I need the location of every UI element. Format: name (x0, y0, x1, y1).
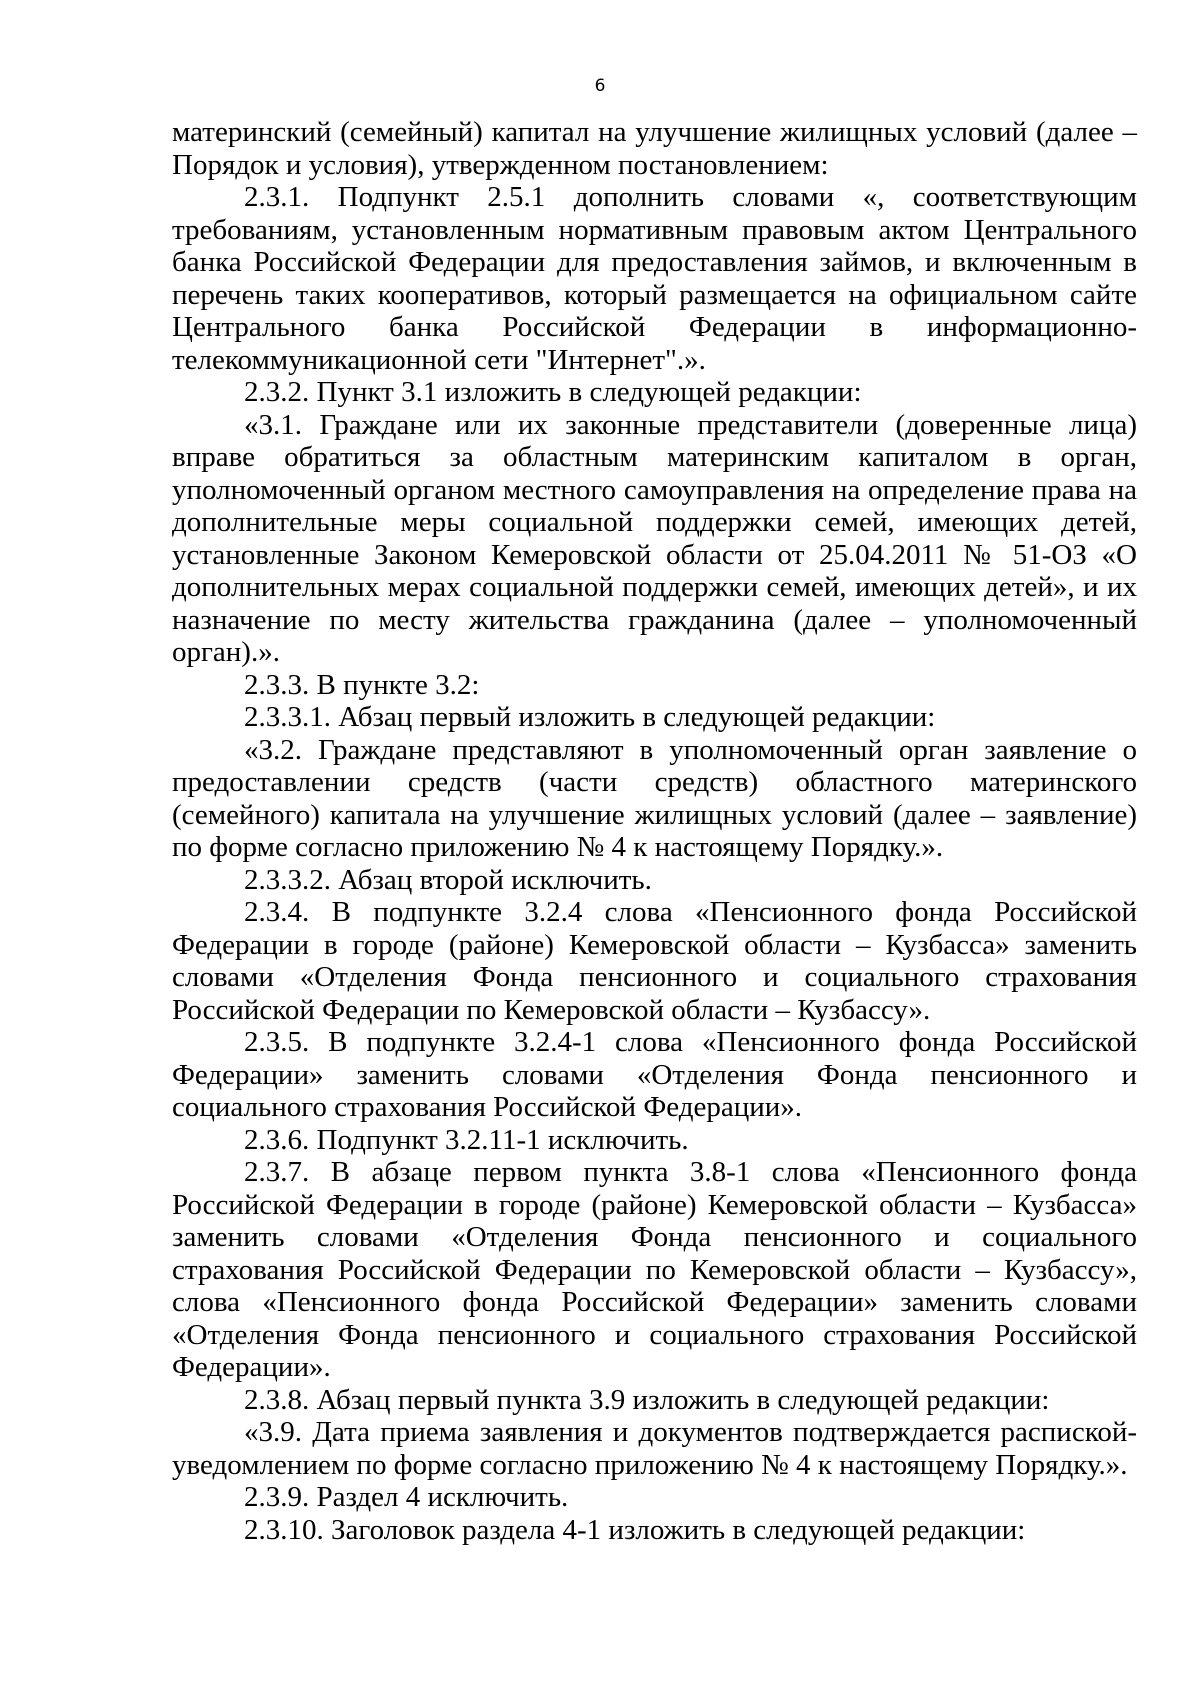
paragraph-2-3-3-2: 2.3.3.2. Абзац второй исключить. (244, 863, 652, 896)
paragraph-2-3-5: 2.3.5. В подпункте 3.2.4-1 слова «Пенсионного фонда Российской Федерации» заменить словами «Отделения Фонда пенсионного и социального страхования Российской Федерации». (172, 1026, 1137, 1123)
paragraph-2-3-10: 2.3.10. Заголовок раздела 4-1 изложить в следующей редакции: (244, 1513, 1026, 1546)
paragraph-2-3-8: 2.3.8. Абзац первый пункта 3.9 изложить в следующей редакции: (244, 1383, 1050, 1416)
paragraph-2-3-3-1: 2.3.3.1. Абзац первый изложить в следующей редакции: (244, 701, 936, 733)
paragraph-2-3-1: 2.3.1. Подпункт 2.5.1 дополнить словами «, соответствующим требованиям, установленным нормативным правовым актом Центрального банка Российской Федерации для предоставления займов, и включенным в перечень таких кооперативов, который размещается на официальном сайте Центрального банка Российской Федерации в информационно-телекоммуникационной сети "Интернет".». (172, 181, 1137, 376)
document-body (172, 116, 1137, 1546)
paragraph-continuation: материнский (семейный) капитал на улучшение жилищных условий (далее – Порядок и условия), утвержденном постановлением: (172, 116, 1137, 181)
paragraph-quote-3-1: «3.1. Граждане или их законные представители (доверенные лица) вправе обратиться за областным материнским капиталом в орган, уполномоченный органом местного самоуправления на определение права на дополнительные меры социальной поддержки семей, имеющих детей, установленные Законом Кемеровской области от 25.04.2011 № 51-ОЗ «О дополнительных мерах социальной поддержки семей, имеющих детей», и их назначение по месту жительства гражданина (далее – уполномоченный орган).». (172, 408, 1137, 668)
paragraph-2-3-4: 2.3.4. В подпункте 3.2.4 слова «Пенсионного фонда Российской Федерации в городе (районе) Кемеровской области – Кузбасса» заменить словами «Отделения Фонда пенсионного и социального страхования Российской Федерации по Кемеровской области – Кузбассу». (172, 896, 1137, 1026)
paragraph-quote-3-2: «3.2. Граждане представляют в уполномоченный орган заявление о предоставлении средств (части средств) областного материнского (семейного) капитала на улучшение жилищных условий (далее – заявление) по форме согласно приложению № 4 к настоящему Порядку.». (172, 733, 1137, 863)
paragraph-2-3-6: 2.3.6. Подпункт 3.2.11-1 исключить. (244, 1123, 689, 1156)
paragraph-2-3-2: 2.3.2. Пункт 3.1 изложить в следующей редакции: (244, 376, 862, 408)
paragraph-2-3-7: 2.3.7. В абзаце первом пункта 3.8-1 слова «Пенсионного фонда Российской Федерации в городе (районе) Кемеровской области – Кузбасса» заменить словами «Отделения Фонда пенсионного и социального страхования Российской Федерации по Кемеровской области – Кузбассу», слова «Пенсионного фонда Российской Федерации» заменить словами «Отделения Фонда пенсионного и социального страхования Российской Федерации». (172, 1156, 1137, 1383)
page-number: 6 (594, 76, 606, 96)
paragraph-quote-3-9: «3.9. Дата приема заявления и документов подтверждается распиской-уведомлением по форме согласно приложению № 4 к настоящему Порядку.». (172, 1416, 1137, 1481)
paragraph-2-3-9: 2.3.9. Раздел 4 исключить. (244, 1481, 569, 1513)
paragraph-2-3-3: 2.3.3. В пункте 3.2: (244, 668, 480, 701)
